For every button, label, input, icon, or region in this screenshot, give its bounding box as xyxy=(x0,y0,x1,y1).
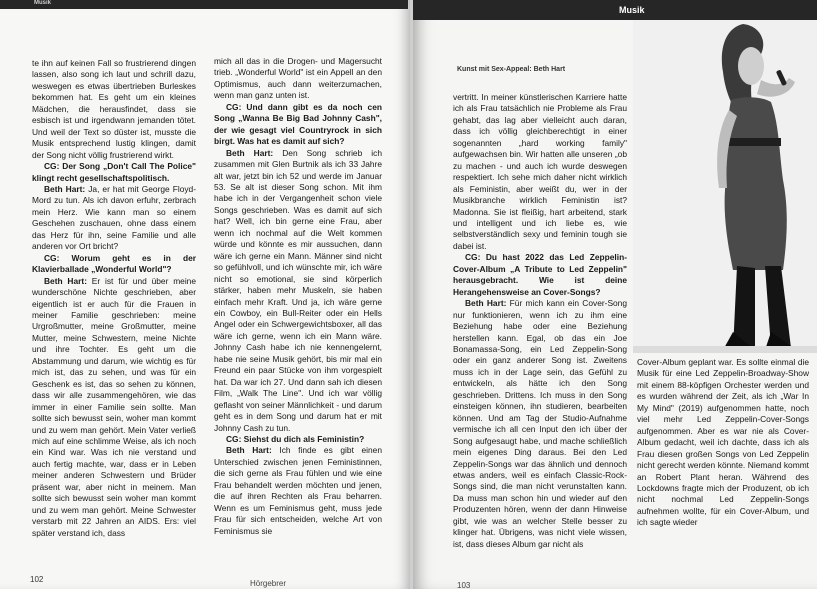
question: CG: Siehst du dich als Feministin? xyxy=(226,433,365,444)
paragraph: mich all das in die Drogen- und Magersucht trieb. „Wonderful World" ist ein Appell an den Optimismus, auch dann weiterzumachen, wenn man ganz unten ist. xyxy=(214,56,382,101)
left-column-2 xyxy=(214,56,382,537)
speaker-label: Beth Hart: xyxy=(226,445,272,456)
answer: Beth Hart: Den Song schrieb ich zusammen mit Glen Burtnik als ich 33 Jahre alt war, jetzt bin ich 52 und werde im Januar 53. Se alt ist dieser Song schon. Mit ihm habe ich in der Vergangenheit schon viele Songs geschrieben. Was es damit auf sich hat? Well, ich bin gerne eine Frau, aber wenn ich nochmal auf die Welt kommen würde und könnte es mir aussuchen, dann wäre ich gerne ein Mann. Männer sind nicht so gefühlvoll, und ich wünschte mir, ich wäre nicht so emotional, sie sind körperlich stärker, haben mehr Muskeln, sie haben einfach mehr Kraft. Und ja, ich wäre gerne ein Cowboy, ein Bull-Reiter oder ein Hells Angel oder ein Schwergewichtsboxer, all das wäre ich gerne, wenn ich ein Mann wäre. Johnny Cash habe ich nie kennengelernt, habe nie seine Musik gehört, bis mir mal ein Freund ein paar Stücke von ihm vorgespielt hat. Da war ich 27. Und dann sah ich diesen Film, „Walk The Line". Und ich war völlig geflasht von seiner Männlichkeit - und darum geht es in dem Song und darum hat er mit Johnny Cash zu tun. xyxy=(214,147,382,433)
right-header-label: Musik xyxy=(619,5,645,15)
paragraph: Cover-Album geplant war. Es sollte einmal die Musik für eine Led Zeppelin-Broadway-Show mit einem 88-köpfigen Orchester werden und es wurden während der Zeit, als ich „War In My Mind" (2019) aufgenommen hatte, noch viel mehr Led Zeppelin-Cover-Songs aufgenommen. Aber es war nie als Cover-Album gedacht, weil ich dachte, dass ich als Frau diesen großen Songs von Led Zeppelin nicht gerecht werden könnte. Niemand kommt an Robert Plant heran. Während des Lockdowns fragte mich der Produzent, ob ich nicht nochmal Led Zeppelin-Songs aufnehmen wollte, für ein Cover-Album, und ich sagte wieder xyxy=(637,357,809,528)
right-column-1 xyxy=(453,92,627,550)
question: CG: Du hast 2022 das Led Zeppelin-Cover-Album „A Tribute to Led Zeppelin" herausgebracht. Wie ist deine Herangehensweise an Cover-Songs? xyxy=(453,252,627,297)
answer: Beth Hart: Ich finde es gibt einen Unterschied zwischen jenen Feministinnen, die sich gerne als Frau fühlen und wie eine Frau behandelt werden möchten und jenen, die auf ihren Rechten als Frau beharren. Wenn es um Feminismus geht, muss jede Frau für sich entscheiden, welche Art von Feminismus sie xyxy=(214,445,382,536)
singer-photo xyxy=(633,20,817,353)
speaker-label: Beth Hart: xyxy=(44,183,86,194)
question: CG: Worum geht es in der Klavierballade „Wonderful World"? xyxy=(32,252,196,275)
answer: Beth Hart: Er ist für und über meine wunderschöne Nichte geschrieben, aber eigentlich ist er auch für die Frauen in meiner Familie geschrieben: meine Urgroßmutter, meine Großmutter, meine Mutter, meine Schwestern, meine Nichte und ihre Tochter. Es geht um die Abstammung und darum, wie wichtig es für mich ist, das zu sehen, und was für ein Geschenk es ist, das so sehen zu können, dass wir alle zusammengehören, wie das immer in einer Familie sein sollte. Man sollte sich bewusst sein, woher man kommt und zu wem man gehört. Mein Vater verließ mich auf eine schlimme Weise, als ich noch ein Kind war. Was ich nie verstand und auch fertig machte, war, dass er in Leben meiner anderen Schwestern und Brüder präsent war, aber nicht in meinem. Man sollte sich bewusst sein woher man kommt und zu wem man gehört. Meine Schwester verstarb mit 22 Jahren an AIDS. Ers: viel später verstand ich, dass xyxy=(32,275,197,538)
page-number-left: 102 xyxy=(30,575,44,584)
answer: Beth Hart: Für mich kann ein Cover-Song nur funktionieren, wenn ich zu ihm eine Beziehung habe oder eine Beziehung herstellen kann. Egal, ob das ein Joe Bonamassa-Song, ein Led Zeppelin-Song oder ein ganz anderer Song ist. Zweitens muss ich in der Lage sein, das Gefühl zu entwickeln, als hätte ich den Song geschrieben. Drittens. Ich muss in den Song einsteigen können, ihn studieren, bearbeiten können. Und am Tag der Studio-Aufnahme vermische ich all cen Input den ich über der Song aufgesaugt habe, und mache schließlich mein eigenes Ding daraus. Bei den Led Zeppelin-Songs war das ähnlich und dennoch etwas anders, weil es einfach Classic-Rock-Songs sind, die man nicht verunstalten kann. Da muss man schon hin und wieder auf den Produzenten hören, wenn der dann Hinweise gibt, wie was an welcher Stelle besser zu klinger hat. Übrigens, was nicht viele wissen, ist, dass dieses Album gar nicht als xyxy=(453,298,628,549)
question: CG: Und dann gibt es da noch cen Song „Wanna Be Big Bad Johnny Cash", der wie gesagt viel Countryrock in sich birgt. Was hat es damit auf sich? xyxy=(214,101,382,147)
right-column-2 xyxy=(637,357,809,529)
paragraph: vertritt. In meiner künstlerischen Karriere hatte ich als Frau tatsächlich nie Probleme als Frau gehabt, das lag aber vielleicht auch daran, dass ich völlig gleichberechtigt in einer sogenannten „hard working family" aufgewachsen bin. Wir hatten alle unseren „ob zu machen - und auch ich wurde deswegen respektiert. Ich sehe mich daher nicht wirklich als Feministin, aber weißt du, wer in der Musikbranche wirklich Feministin ist? Madonna. Sie ist fleißig, hart arbeitend, stark und intelligent und ich liebe es, wie selbstverständlich sexy und feminin tough sie dabei ist. xyxy=(453,92,627,251)
question: CG: Der Song „Don't Call The Police" klingt recht gesellschaftspolitisch. xyxy=(32,161,196,183)
photo-caption: Kunst mit Sex-Appeal: Beth Hart xyxy=(457,66,566,73)
speaker-label: Beth Hart: xyxy=(226,147,274,158)
page-number-right: 103 xyxy=(457,581,471,589)
right-header-bar xyxy=(413,0,817,20)
left-column-1 xyxy=(32,58,196,539)
speaker-label: Beth Hart: xyxy=(44,275,87,286)
paragraph: te ihn auf keinen Fall so frustrierend dingen lassen, also song ich laut und schrill dazu, weswegen es etwas übertrieben Burleskes bekommen hat. Es geht um ein kleines Mädchen, die herausfindet, dass sie esbisch ist und irgendwann jemanden tötet. Und weil der Text so düster ist, musste die Musik entsprechend lustig klingen, damit der Song nicht völlig frustrierend wirkt. xyxy=(32,58,196,160)
speaker-label: Beth Hart: xyxy=(465,298,507,309)
answer: Beth Hart: Ja, er hat mit George Floyd-Mord zu tun. Als ich davon erfuhr, zerbrach mein Herz. Wie kann man so einem Geschehen zuschauen, ohne dass einem das Herz für ihn, seine Familie und alle anderen vor Ort bricht? xyxy=(32,183,196,252)
right-page xyxy=(413,0,817,589)
footer-publication: Hörgebrer xyxy=(250,579,287,588)
left-header-label: Musik xyxy=(34,0,52,6)
singer-photo-illustration xyxy=(633,20,817,353)
left-header-bar xyxy=(0,0,408,9)
